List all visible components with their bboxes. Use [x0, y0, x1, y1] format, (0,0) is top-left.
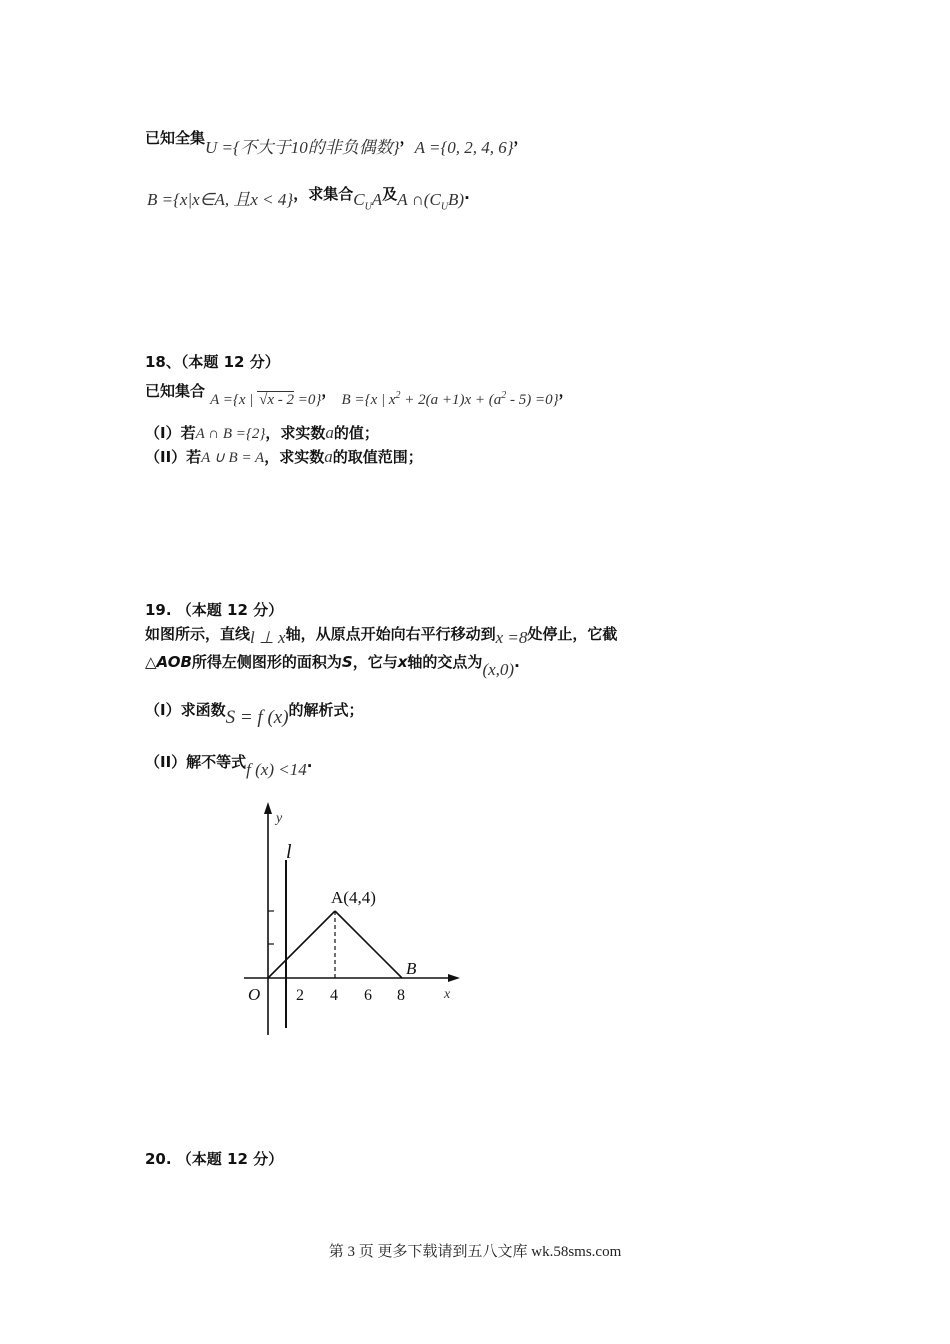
q17-expr1: $C_UA$	[353, 190, 383, 213]
q19-part2: （II）解不等式f (x) <14.	[145, 753, 313, 779]
q19-header: 19. （本题 12 分）	[145, 601, 284, 619]
q19-part1: （I）求函数S = f (x)的解析式；	[145, 701, 364, 728]
y-axis-arrow-icon	[264, 802, 272, 814]
origin-label: O	[248, 985, 261, 1004]
segment-OA	[268, 911, 335, 978]
q17-U-def: U ={不大于10的非负偶数}	[205, 138, 400, 157]
tick-label: 8	[397, 987, 405, 1004]
point-B-label: B	[406, 959, 417, 978]
q19-line2: △AOB所得左侧图形的面积为S，它与x轴的交点为(x,0).	[145, 653, 520, 679]
q17-ask: 求集合	[308, 185, 354, 203]
tick-label: 6	[364, 987, 372, 1004]
q17-expr2: A $\cap(C_UB)$	[397, 190, 465, 213]
q17-line1: 已知全集U ={不大于10的非负偶数}，A ={0, 2, 4, 6}，	[145, 129, 529, 157]
y-label: y	[276, 811, 283, 826]
q17-given-label: 已知全集	[145, 129, 206, 147]
q18-B-def: B ={x | $x^2 + 2(a +1)x + (a^2 - 5) =0$}	[341, 390, 559, 408]
l-label: l	[286, 841, 292, 863]
q17-B-def: B ={x|x∈A, 且x < 4}	[147, 190, 294, 209]
q18-part1: （I）若A ∩ B ={2}，求实数a的值；	[145, 423, 379, 442]
tick-label: 4	[330, 987, 338, 1004]
q19-figure	[230, 800, 470, 1045]
page-footer: 第 3 页 更多下载请到五八文库 wk.58sms.com	[328, 1244, 622, 1260]
q19-line1: 如图所示，直线l ⊥ x轴，从原点开始向右平行移动到x =8处停止，它截	[145, 625, 618, 647]
segment-AB	[335, 911, 402, 978]
q18-given: 已知集合 A ={x | √x - 2 =0}， B ={x | $x^2 + 2(a +1)x + (a^2 - 5) =0$}，	[145, 382, 574, 408]
q18-part2: （II）若A ∪ B = A，求实数a的取值范围；	[145, 447, 423, 466]
tick-label: 2	[296, 987, 304, 1004]
point-A-label: A(4,4)	[331, 888, 376, 907]
q18-A-def: A ={x | √x - 2 =0}	[210, 392, 322, 408]
q20-header: 20. （本题 12 分）	[145, 1150, 284, 1168]
q18-header: 18、（本题 12 分）	[145, 353, 280, 371]
q17-line2: B ={x|x∈A, 且x < 4}，求集合$C_UA$及A $\cap(C_UB)$.	[147, 185, 470, 213]
q17-A-def: A ={0, 2, 4, 6}	[414, 138, 514, 157]
x-axis-arrow-icon	[448, 974, 460, 982]
x-label: x	[444, 987, 451, 1002]
